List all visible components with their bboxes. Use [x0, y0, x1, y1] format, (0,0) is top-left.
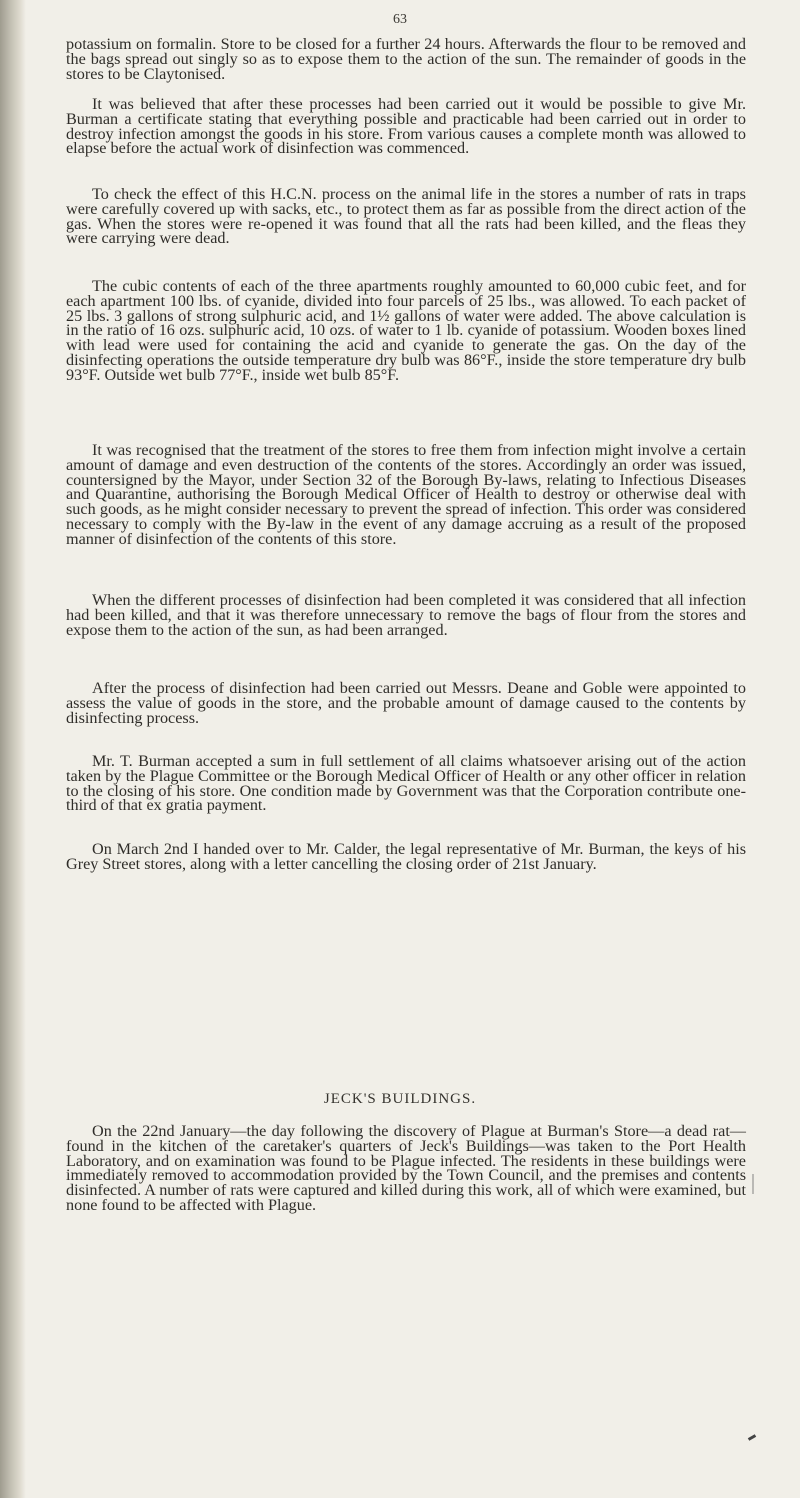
paragraph-rat-check: To check the effect of this H.C.N. process on the animal life in the stores a number of rats in traps were carefully covered up with sacks, etc., to protect them as far as possible from the direct action of the gas. When the stores were re-opened it was found that all the rats had been killed, and the fleas they were carrying were dead.: [66, 185, 746, 248]
paragraph-jecks-buildings: On the 22nd January—the day following the discovery of Plague at Burman's Store—a dead rat—found in the kitchen of the caretaker's quarters of Jeck's Buildings—was taken to the Port Health Laboratory, and on examination was found to be Plague infected. The residents in these buildings were immediately removed to accommodation provided by the Town Council, and the premises and contents disinfected. A number of rats were captured and killed during this work, all of which were examined, but none found to be affected with Plague.: [66, 1122, 746, 1214]
paragraph-damage-order: It was recognised that the treatment of the stores to free them from infection might involve a certain amount of damage and even destruction of the contents of the stores. Accordingly an order was issued, countersigned by the Mayor, under Section 32 of the Borough By-laws, relating to Infectious Diseases and Quarantine, authorising the Borough Medical Officer of Health to destroy or otherwise deal with such goods, as he might consider necessary to prevent the spread of infection. This order was considered necessary to comply with the By-law in the event of any damage accruing as a result of the proposed manner of disinfection of the contents of this store.: [66, 441, 746, 548]
page-number: 63: [393, 12, 407, 27]
paragraph-keys-handed: On March 2nd I handed over to Mr. Calder, the legal representative of Mr. Burman, the keys of his Grey Street stores, along with a letter cancelling the closing order of 21st January.: [66, 840, 746, 873]
ink-mark: [748, 1434, 756, 1441]
paragraph-cubic-contents: The cubic contents of each of the three apartments roughly amounted to 60,000 cubic feet, and for each apartment 100 lbs. of cyanide, divided into four parcels of 25 lbs., was allowed. To each packet of 25 lbs. 3 gallons of strong sulphuric acid, and 1½ gallons of water were added. The above calculation is in the ratio of 16 ozs. sulphuric acid, 10 ozs. of water to 1 lb. cyanide of potassium. Wooden boxes lined with lead were used for containing the acid and cyanide to generate the gas. On the day of the disinfecting operations the outside temperature dry bulb was 86°F., inside the store temperature dry bulb 93°F. Outside wet bulb 77°F., inside wet bulb 85°F.: [66, 277, 746, 384]
paragraph-settlement: Mr. T. Burman accepted a sum in full settlement of all claims whatsoever arising out of the action taken by the Plague Committee or the Borough Medical Officer of Health or any other officer in relation to the closing of his store. One condition made by Government was that the Corporation contribute one-third of that ex gratia payment.: [66, 752, 746, 815]
section-heading: JECK'S BUILDINGS.: [323, 1091, 477, 1107]
paragraph-assessors: After the process of disinfection had been carried out Messrs. Deane and Goble were appointed to assess the value of goods in the store, and the probable amount of damage caused to the contents by disinfecting process.: [66, 679, 746, 727]
binding-gutter: [0, 0, 26, 1498]
paragraph-certificate: It was believed that after these processes had been carried out it would be possible to give Mr. Burman a certificate stating that everything possible and practicable had been carried out in order to destroy infection amongst the goods in his store. From various causes a complete month was allowed to elapse before the actual work of disinfection was commenced.: [66, 95, 746, 158]
paragraph-processes-completed: When the different processes of disinfection had been completed it was considered that all infection had been killed, and that it was therefore unnecessary to remove the bags of flour from the stores and expose them to the action of the sun, as had been arranged.: [66, 591, 746, 639]
paragraph-formalin-instructions: potassium on formalin. Store to be closed for a further 24 hours. Afterwards the flour to be removed and the bags spread out singly so as to expose them to the action of the sun. The remainder of goods in the stores to be Claytonised.: [66, 35, 746, 83]
margin-bracket-mark: [752, 1174, 754, 1194]
